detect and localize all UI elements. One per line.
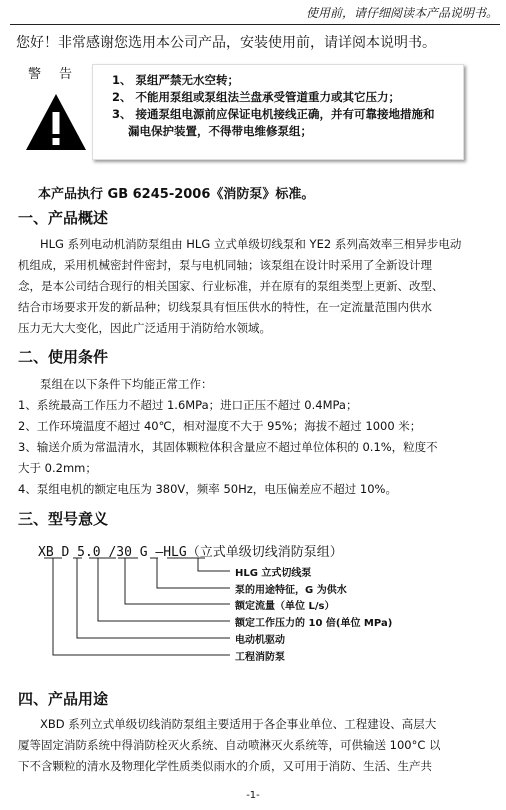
conditions-list (18, 374, 494, 500)
section-title-usage: 四、产品用途 (18, 690, 109, 708)
warning-triangle-icon (24, 90, 88, 154)
overview-line: HLG 系列电动机消防泵组由 HLG 立式单级切线泵和 YE2 系列高效率三相异步电动 (40, 237, 462, 251)
warning-item: 1、 泵组严禁无水空转； (112, 73, 240, 87)
model-code-text: XB D 5.0 /30 G –HLG (38, 545, 187, 560)
overview-line: 念，是本公司结合现行的相关国家、行业标准，并在原有的泵组类型上更新、改型、 (18, 279, 444, 293)
legend-fire-pump: 工程消防泵 (235, 652, 285, 663)
overview-line: 机组成，采用机械密封件密封，泵与电机同轴；该泵组在设计时采用了全新设计理 (18, 258, 432, 272)
condition-item: 大于 0.2mm； (18, 461, 97, 475)
overview-line: 结合市场要求开发的新品种；切线泵具有恒压供水的特性，在一定流量范围内供水 (18, 300, 432, 314)
greeting-text: 您好！非常感谢您选用本公司产品，安装使用前，请详阅本说明书。 (16, 35, 436, 51)
warning-item: 2、 不能用泵组或泵组法兰盘承受管道重力或其它压力； (112, 90, 401, 104)
usage-line: XBD 系列立式单级切线消防泵组主要适用于各企事业单位、工程建设、高层大 (40, 717, 437, 731)
header-notice: 使用前，请仔细阅读本产品说明书。 (305, 6, 498, 20)
usage-line: 下不含颗粒的清水及物理化学性质类似雨水的介质，又可用于消防、生活、生产共 (18, 759, 432, 773)
legend-flow: 额定流量（单位 L/s） (235, 601, 335, 612)
usage-paragraph (18, 714, 494, 777)
section-title-conditions: 二、使用条件 (18, 348, 109, 366)
legend-motor: 电动机驱动 (235, 635, 285, 646)
conditions-intro: 泵组在以下条件下均能正常工作： (40, 377, 213, 391)
condition-item: 1、系统最高工作压力不超过 1.6MPa；进口正压不超过 0.4MPa； (18, 398, 358, 412)
overview-paragraph (18, 234, 494, 339)
header-rule (10, 24, 500, 25)
condition-item: 2、工作环境温度不超过 40℃，相对湿度不大于 95%；海拔不超过 1000 米； (18, 419, 422, 433)
overview-line: 压力无大大变化，因此广泛适用于消防给水领域。 (18, 321, 271, 335)
legend-pressure: 额定工作压力的 10 倍(单位 MPa) (235, 618, 393, 629)
warning-item: 3、 接通泵组电源前应保证电机接线正确，并有可靠接地措施和 (112, 107, 435, 121)
warning-label: 警告 (28, 67, 91, 82)
section-title-overview: 一、产品概述 (18, 209, 109, 227)
condition-item: 4、泵组电机的额定电压为 380V，频率 50Hz，电压偏差应不超过 10%。 (18, 482, 397, 496)
usage-line: 厦等固定消防系统中得消防栓灭火系统、自动喷淋灭火系统等，可供输送 100°C 以 (18, 738, 441, 752)
model-code (38, 541, 343, 560)
model-code-suffix: （立式单级切线消防泵组） (186, 545, 343, 560)
legend-hlg: HLG 立式切线泵 (235, 568, 312, 579)
legend-purpose: 泵的用途特征，G 为供水 (235, 585, 347, 596)
warning-list (112, 72, 457, 140)
page-number: -1- (246, 790, 260, 801)
condition-item: 3、输送介质为常温清水，其固体颗粒体积含量应不超过单位体积的 0.1%，粒度不 (18, 440, 438, 454)
section-title-model: 三、型号意义 (18, 510, 109, 528)
standard-statement: 本产品执行 GB 6245-2006《消防泵》标准。 (38, 187, 315, 202)
warning-item: 漏电保护装置，不得带电维修泵组； (128, 124, 312, 138)
